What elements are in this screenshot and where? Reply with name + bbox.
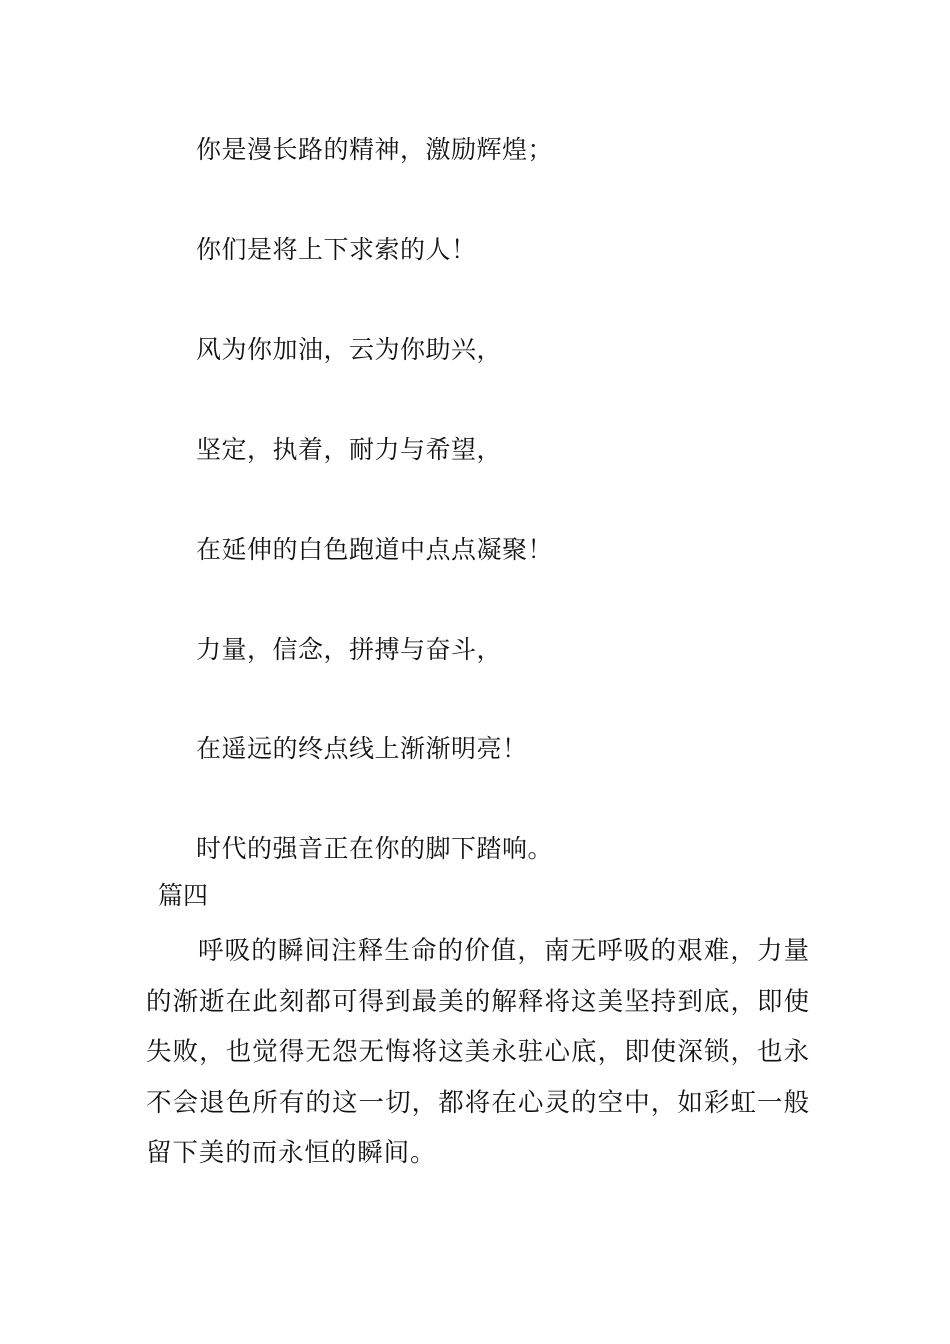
poem-line-2: 你们是将上下求索的人！ [196,235,477,264]
poem-line-6: 力量，信念，拼搏与奋斗， [196,635,503,664]
poem-line-1: 你是漫长路的精神，激励辉煌； [196,135,554,164]
poem-line-4: 坚定，执着，耐力与希望， [196,435,503,464]
poem-line-5: 在延伸的白色跑道中点点凝聚！ [196,535,554,564]
poem-line-7: 在遥远的终点线上渐渐明亮！ [196,734,528,763]
section-paragraph: 呼吸的瞬间注释生命的价值，南无呼吸的艰难，力量的渐逝在此刻都可得到最美的解释将这美坚持到底，即使失败，也觉得无怨无悔将这美永驻心底，即使深锁，也永不会退色所有的这一切，都将在心灵的空中，如彩虹一般留下美的而永恒的瞬间。 [146,936,810,1168]
poem-line-3: 风为你加油，云为你助兴， [196,335,503,364]
poem-line-8: 时代的强音正在你的脚下踏响。 [196,834,554,863]
section-heading: 篇四 [158,881,209,910]
